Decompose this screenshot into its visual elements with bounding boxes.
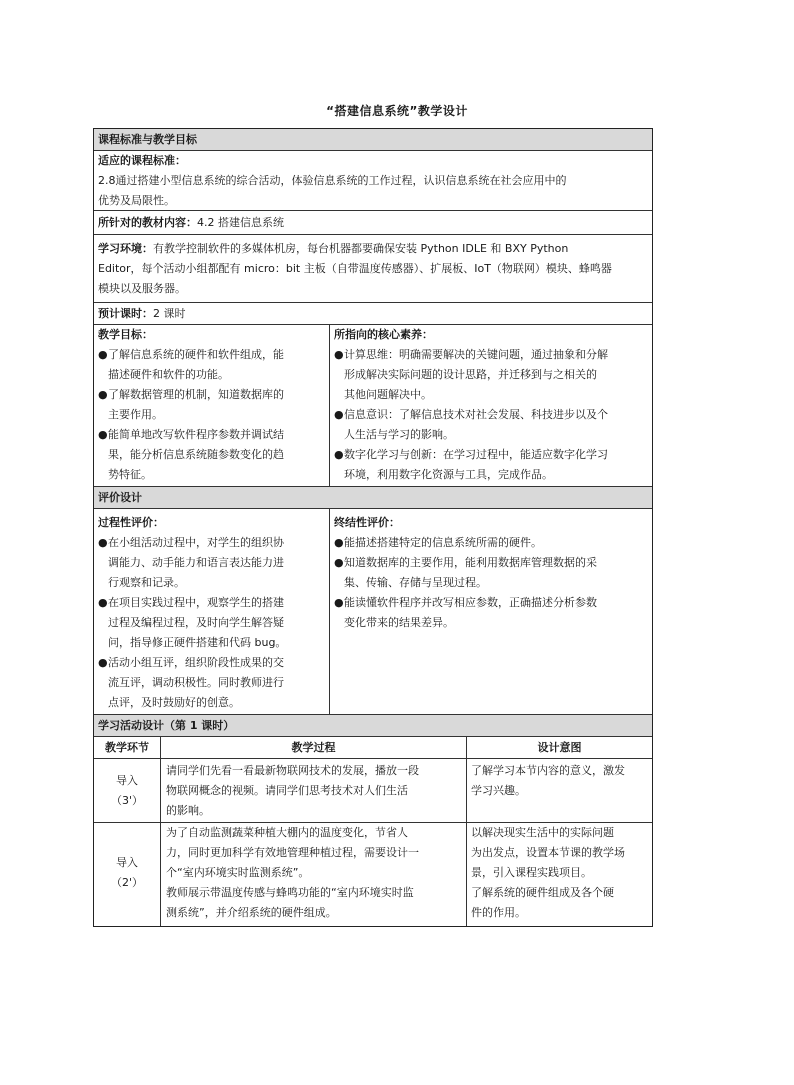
intent-line: 了解系统的硬件组成及各个硬 xyxy=(471,886,614,899)
env-line: Editor，每个活动小组都配有 micro：bit 主板（自带温度传感器）、扩展板、IoT（物联网）模块、蜂鸣器 xyxy=(98,262,612,275)
intent-line: 景，引入课程实践项目。 xyxy=(471,866,592,879)
section-title: 评价设计 xyxy=(98,491,142,504)
column-divider xyxy=(329,509,330,715)
process-line: 物联网概念的视频。请同学们思考技术对人们生活 xyxy=(166,784,408,797)
final-eval-label: 终结性评价： xyxy=(334,516,400,529)
document-title: “搭建信息系统”教学设计 xyxy=(326,104,468,118)
textbook-value: 4.2 搭建信息系统 xyxy=(197,216,284,229)
bullet-icon: ● xyxy=(334,408,344,421)
goals-literacy-block: 教学目标： ● 了解信息系统的硬件和软件组成，能 描述硬件和软件的功能。 ● 了解数据管理的机制，知道数据库的 主要作用。 ● 能简单地改写软件程序参数并调试结 果，能分析信息系统随参数变化的趋 势特征。 所指向的核心素养： ● 计算思维：明确需要解决的关键问题，通过抽象和分解 形成解决实际问题的设计思路，并迁移到与之相关的 其他问题解决中。 ● 信息意识：了解信息技术对社会发展、科技进步以及个 人生活与学习的影响。 ● 数字化学习与创新：在学习过程中，能适应数字化学习 环境，利用数字化资源与工具，完成作品。 xyxy=(94,325,652,487)
section-header-activities xyxy=(94,715,652,737)
bullet-icon: ● xyxy=(98,348,108,361)
stage-label: 导入 xyxy=(116,774,138,787)
column-header: 教学环节 xyxy=(105,741,149,754)
stage-label: 导入 xyxy=(116,856,138,869)
stage-duration: （2'） xyxy=(110,876,144,889)
evaluation-block: 过程性评价： ● 在小组活动过程中，对学生的组织协 调能力、动手能力和语言表达能力进 行观察和记录。 ● 在项目实践过程中，观察学生的搭建 过程及编程过程，及时向学生解答疑 问，指导修正硬件搭建和代码 bug。 ● 活动小组互评，组织阶段性成果的交 流互评，调动积极性。同时教师进行 点评，及时鼓励好的创意。 终结性评价： ● 能描述搭建特定的信息系统所需的硬件。 ● 知道数据库的主要作用，能利用数据库管理数据的采 集、传输、存储与呈现过程。 ● 能读懂软件程序并改写相应参数，正确描述分析参数 变化带来的结果差异。 xyxy=(94,509,652,715)
section-title: 学习活动设计（第 1 课时） xyxy=(98,719,235,732)
bullet-icon: ● xyxy=(98,388,108,401)
standard-line: 2.8通过搭建小型信息系统的综合活动，体验信息系统的工作过程，认识信息系统在社会应用中的 xyxy=(98,174,567,187)
hours-label: 预计课时： xyxy=(98,307,153,320)
column-header: 设计意图 xyxy=(537,741,582,754)
lesson-plan-table xyxy=(93,128,653,927)
process-line: 力，同时更加科学有效地管理种植过程，需要设计一 xyxy=(166,846,419,859)
intent-line: 了解学习本节内容的意义，激发 xyxy=(471,764,625,777)
process-eval-label: 过程性评价： xyxy=(98,516,164,529)
standard-line: 优势及局限性。 xyxy=(98,194,175,207)
table-row xyxy=(94,759,652,823)
column-divider xyxy=(329,325,330,487)
section-header-evaluation xyxy=(94,487,652,509)
bullet-icon: ● xyxy=(334,536,344,549)
bullet-icon: ● xyxy=(334,596,344,609)
intent-line: 件的作用。 xyxy=(471,906,526,919)
textbook-block xyxy=(94,211,652,235)
textbook-label: 所针对的教材内容： xyxy=(98,216,197,229)
activity-table-header xyxy=(94,737,652,759)
column-header: 教学过程 xyxy=(291,741,336,754)
table-row xyxy=(94,823,652,926)
stage-duration: （3'） xyxy=(110,794,144,807)
bullet-icon: ● xyxy=(334,348,344,361)
bullet-icon: ● xyxy=(98,428,108,441)
intent-line: 为出发点，设置本节课的教学场 xyxy=(471,846,625,859)
env-line: 有教学控制软件的多媒体机房，每台机器都要确保安装 Python IDLE 和 BXY Python xyxy=(153,242,569,255)
course-standard-block xyxy=(94,151,652,211)
process-line: 个“室内环境实时监测系统”。 xyxy=(166,866,310,879)
env-line: 模块以及服务器。 xyxy=(98,282,186,295)
section-title: 课程标准与教学目标 xyxy=(98,133,197,146)
section-header-standards xyxy=(94,129,652,151)
process-line: 的影响。 xyxy=(166,804,210,817)
process-line: 测系统”，并介绍系统的硬件组成。 xyxy=(166,906,337,919)
env-label: 学习环境： xyxy=(98,242,153,255)
standard-label: 适应的课程标准： xyxy=(98,154,186,167)
bullet-icon: ● xyxy=(334,448,344,461)
literacy-label: 所指向的核心素养： xyxy=(334,328,433,341)
process-line: 教师展示带温度传感与蜂鸣功能的“室内环境实时监 xyxy=(166,886,414,899)
intent-line: 学习兴趣。 xyxy=(471,784,526,797)
bullet-icon: ● xyxy=(98,536,108,549)
learning-environment-block xyxy=(94,235,652,303)
intent-line: 以解决现实生活中的实际问题 xyxy=(471,826,614,839)
hours-value: 2 课时 xyxy=(153,307,186,320)
hours-block xyxy=(94,303,652,325)
bullet-icon: ● xyxy=(98,596,108,609)
bullet-icon: ● xyxy=(334,556,344,569)
process-line: 为了自动监测蔬菜种植大棚内的温度变化，节省人 xyxy=(166,826,408,839)
goals-label: 教学目标： xyxy=(98,328,153,341)
bullet-icon: ● xyxy=(98,656,108,669)
process-line: 请同学们先看一看最新物联网技术的发展，播放一段 xyxy=(166,764,419,777)
